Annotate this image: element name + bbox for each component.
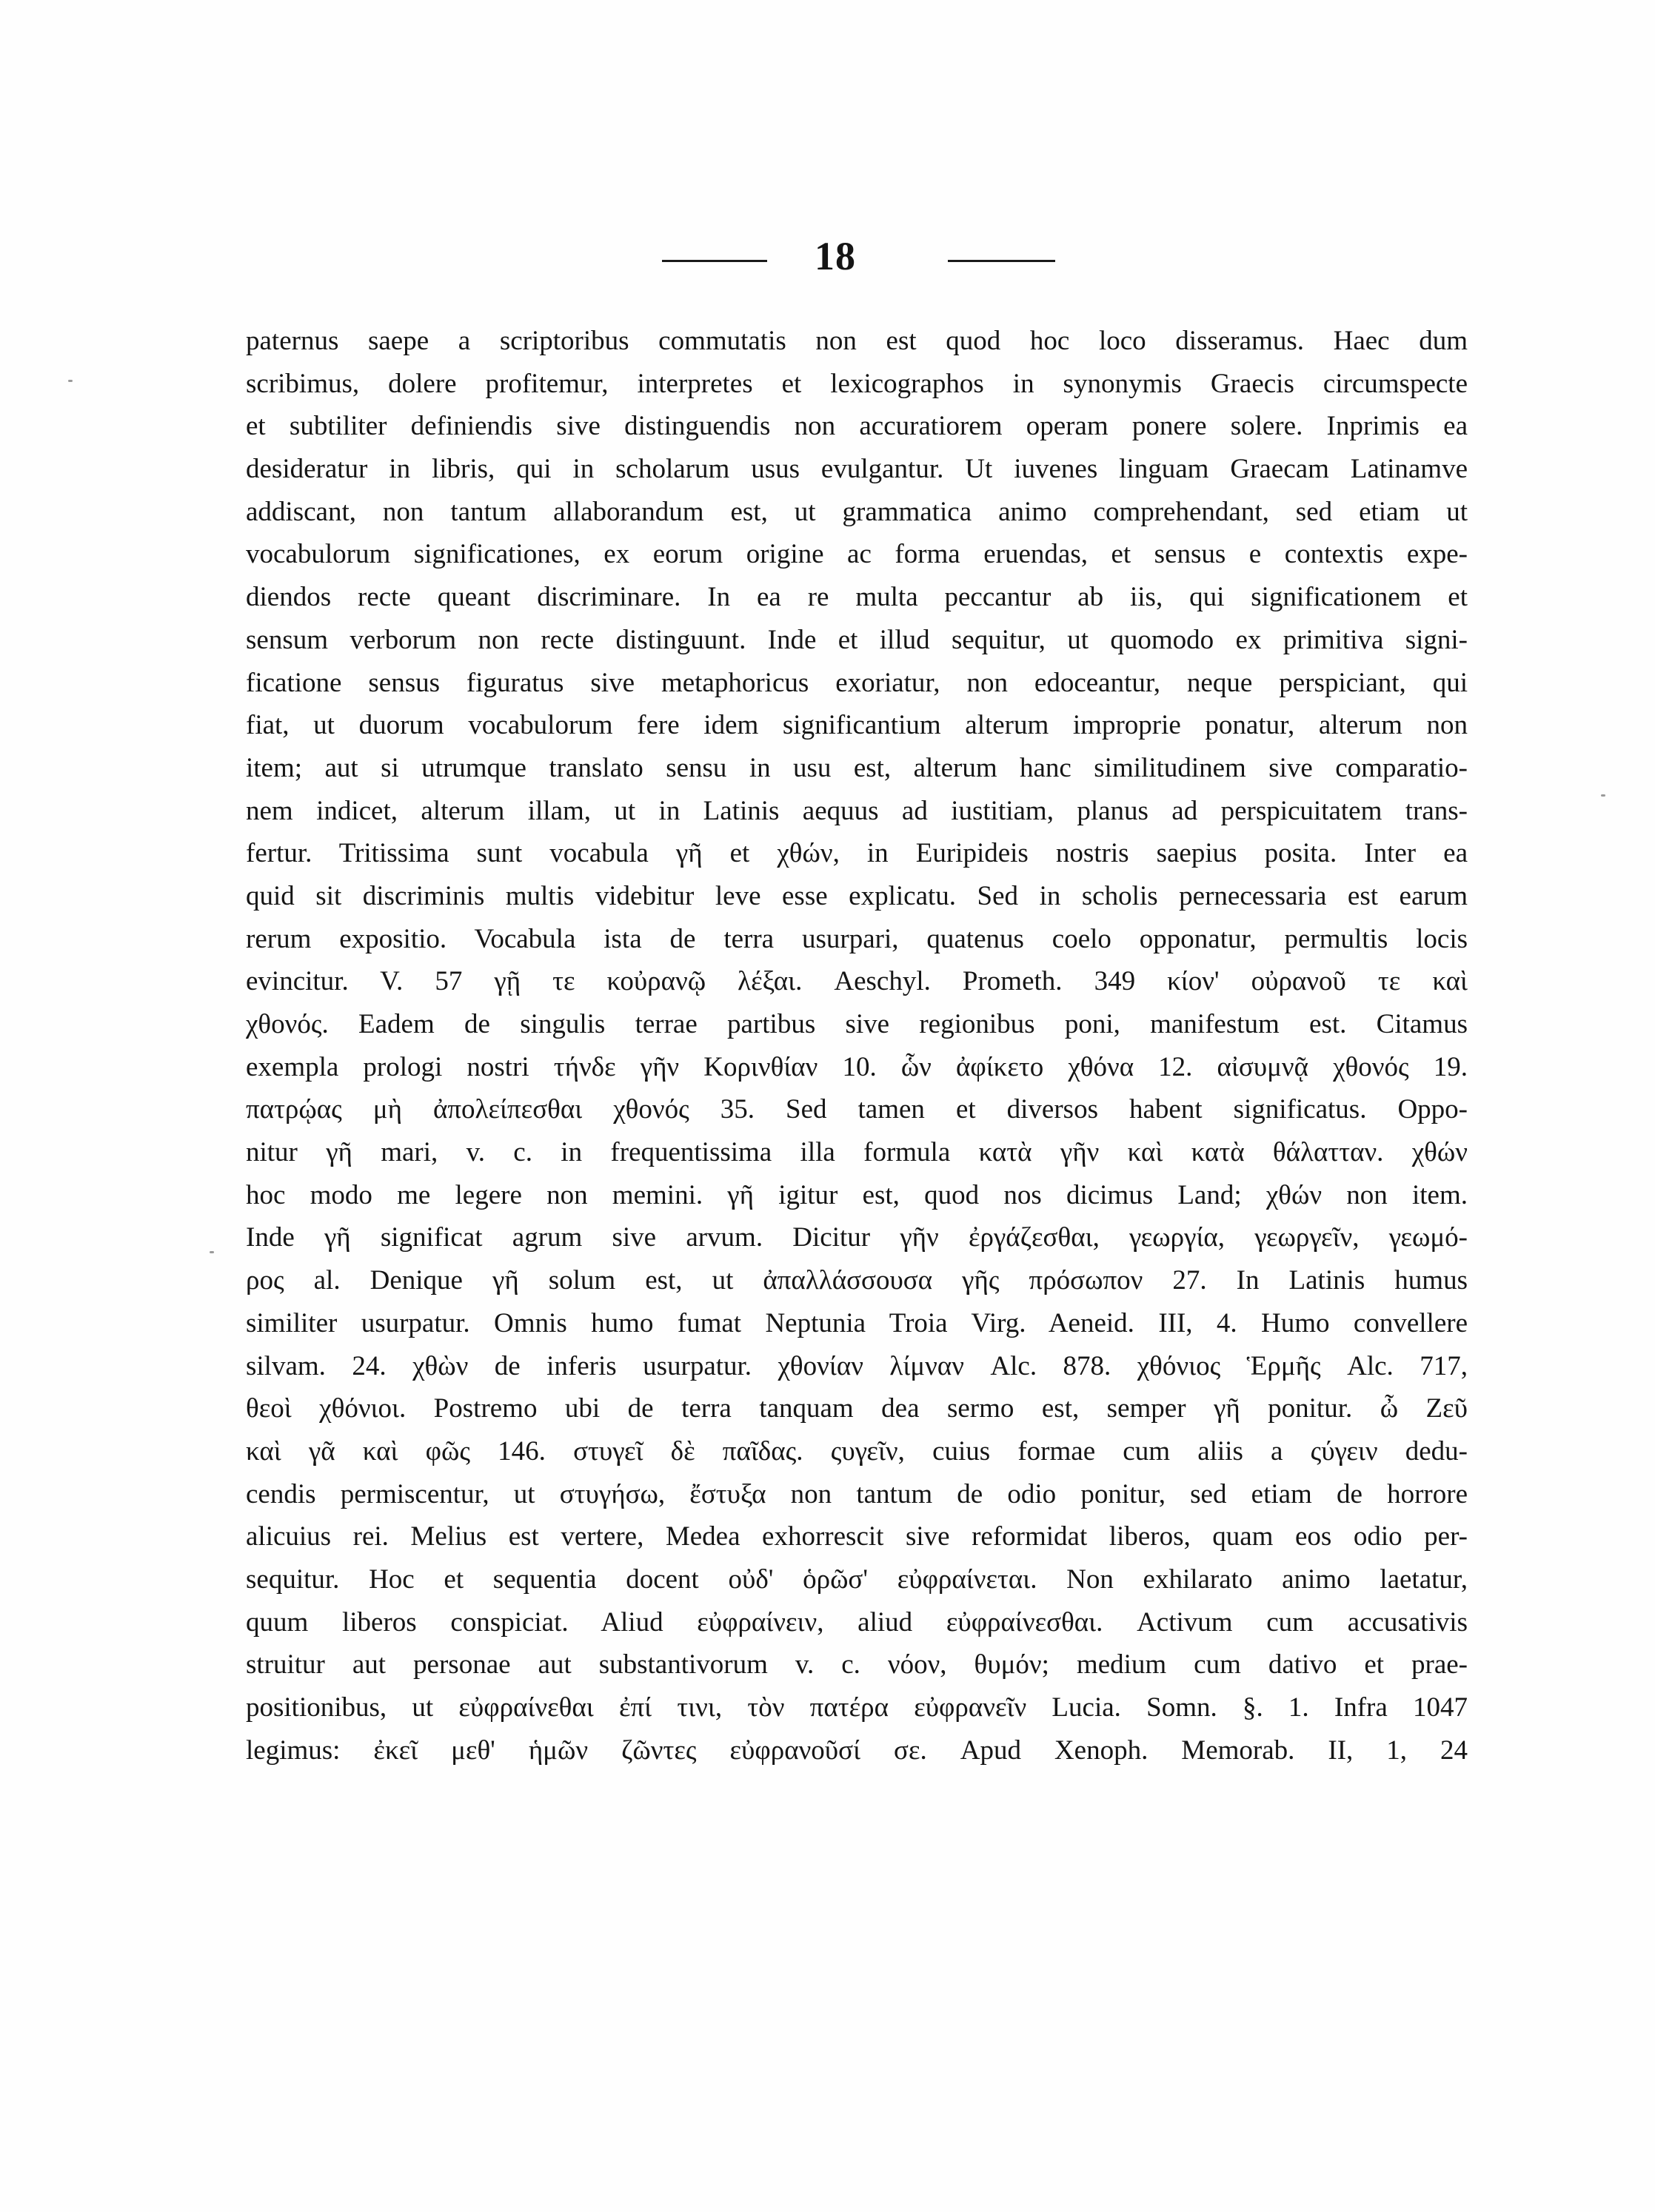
body-text xyxy=(246,320,1468,1772)
text-line: sensum verborum non recte distinguunt. Inde et illud sequitur, ut quomodo ex primitiva signi- xyxy=(246,624,1468,655)
text-line: desideratur in libris, qui in scholarum usus evulgantur. Ut iuvenes linguam Graecam Latinamve xyxy=(246,454,1468,485)
text-line: diendos recte queant discriminare. In ea re multa peccantur ab iis, qui significationem et xyxy=(246,582,1468,613)
text-line: similiter usurpatur. Omnis humo fumat Neptunia Troia Virg. Aeneid. III, 4. Humo convellere xyxy=(246,1307,1468,1338)
text-line: καὶ γᾶ καὶ φῶς 146. στυγεῖ δὲ παῖδας. ςυγεῖν, cuius formae cum aliis a ςύγειν dedu- xyxy=(246,1435,1468,1467)
page-header xyxy=(0,235,1655,280)
text-line: item; aut si utrumque translato sensu in usu est, alterum hanc similitudinem sive comparatio- xyxy=(246,752,1468,783)
text-line: paternus saepe a scriptoribus commutatis non est quod hoc loco disseramus. Haec dum xyxy=(246,326,1468,356)
text-line: hoc modo me legere non memini. γῆ igitur est, quod nos dicimus Land; χθών non item. xyxy=(246,1179,1468,1210)
text-line: alicuius rei. Melius est vertere, Medea exhorrescit sive reformidat liberos, quam eos odio per- xyxy=(246,1521,1468,1552)
text-line: fiat, ut duorum vocabulorum fere idem significantium alterum improprie ponatur, alterum non xyxy=(246,710,1468,741)
text-line: nem indicet, alterum illam, ut in Latinis aequus ad iustitiam, planus ad perspicuitatem trans- xyxy=(246,795,1468,826)
page-number: 18 xyxy=(815,234,856,278)
text-line: χθονός. Eadem de singulis terrae partibus sive regionibus poni, manifestum est. Citamus xyxy=(246,1009,1468,1039)
text-line: vocabulorum significationes, ex eorum origine ac forma eruendas, et sensus e contextis expe- xyxy=(246,539,1468,570)
text-line: cendis permiscentur, ut στυγήσω, ἔστυξα non tantum de odio ponitur, sed etiam de horrore xyxy=(246,1478,1468,1509)
text-line: silvam. 24. χθὼν de inferis usurpatur. χθονίαν λίμναν Alc. 878. χθόνιος Ἑρμῆς Alc. 717, xyxy=(246,1350,1468,1381)
paper-speck xyxy=(210,1251,214,1253)
paper-speck xyxy=(68,380,73,382)
text-line: et subtiliter definiendis sive distinguendis non accuratiorem operam ponere solere. Inprimis ea xyxy=(246,411,1468,442)
text-line: sequitur. Hoc et sequentia docent οὐδ' ὁρῶσ' εὐφραίνεται. Non exhilarato animo laetatur, xyxy=(246,1564,1468,1595)
paper-speck xyxy=(1601,794,1605,797)
text-line: exempla prologi nostri τήνδε γῆν Κορινθίαν 10. ὧν ἀφίκετο χθόνα 12. αἰσυμνᾷ χθονός 19. xyxy=(246,1051,1468,1082)
text-line: nitur γῆ mari, v. c. in frequentissima illa formula κατὰ γῆν καὶ κατὰ θάλατταν. χθών xyxy=(246,1137,1468,1168)
text-line: quum liberos conspiciat. Aliud εὐφραίνειν, aliud εὐφραίνεσθαι. Activum cum accusativis xyxy=(246,1606,1468,1638)
text-line: ficatione sensus figuratus sive metaphoricus exoriatur, non edoceantur, neque perspiciant, qui xyxy=(246,667,1468,698)
text-line: fertur. Tritissima sunt vocabula γῆ et χθών, in Euripideis nostris saepius posita. Inter ea xyxy=(246,838,1468,869)
text-line: ρος al. Denique γῆ solum est, ut ἀπαλλάσσουσα γῆς πρόσωπον 27. In Latinis humus xyxy=(246,1265,1468,1296)
text-line: legimus: ἐκεῖ μεθ' ἡμῶν ζῶντες εὐφρανοῦσί σε. Apud Xenoph. Memorab. II, 1, 24 xyxy=(246,1735,1468,1766)
text-line: θεοὶ χθόνιοι. Postremo ubi de terra tanquam dea sermo est, semper γῆ ponitur. ὦ Ζεῦ xyxy=(246,1393,1468,1424)
header-rule-right xyxy=(948,260,1055,262)
text-line: struitur aut personae aut substantivorum v. c. νόον, θυμόν; medium cum dativo et prae- xyxy=(246,1649,1468,1680)
text-line: scribimus, dolere profitemur, interpretes et lexicographos in synonymis Graecis circumspecte xyxy=(246,368,1468,399)
text-line: addiscant, non tantum allaborandum est, ut grammatica animo comprehendant, sed etiam ut xyxy=(246,496,1468,527)
text-line: πατρῴας μὴ ἀπολείπεσθαι χθονός 35. Sed tamen et diversos habent significatus. Oppo- xyxy=(246,1094,1468,1125)
text-line: Inde γῆ significat agrum sive arvum. Dicitur γῆν ἐργάζεσθαι, γεωργία, γεωργεῖν, γεωμό- xyxy=(246,1222,1468,1253)
text-line: rerum expositio. Vocabula ista de terra usurpari, quatenus coelo opponatur, permultis locis xyxy=(246,923,1468,954)
text-line: evincitur. V. 57 γῇ τε κοὐρανῷ λέξαι. Aeschyl. Prometh. 349 κίον' οὐρανοῦ τε καὶ xyxy=(246,966,1468,997)
header-rule-left xyxy=(662,260,767,262)
text-line: quid sit discriminis multis videbitur leve esse explicatu. Sed in scholis pernecessaria est earum xyxy=(246,880,1468,911)
text-line: positionibus, ut εὐφραίνεθαι ἐπί τινι, τὸν πατέρα εὐφρανεῖν Lucia. Somn. §. 1. Infra 1047 xyxy=(246,1692,1468,1723)
